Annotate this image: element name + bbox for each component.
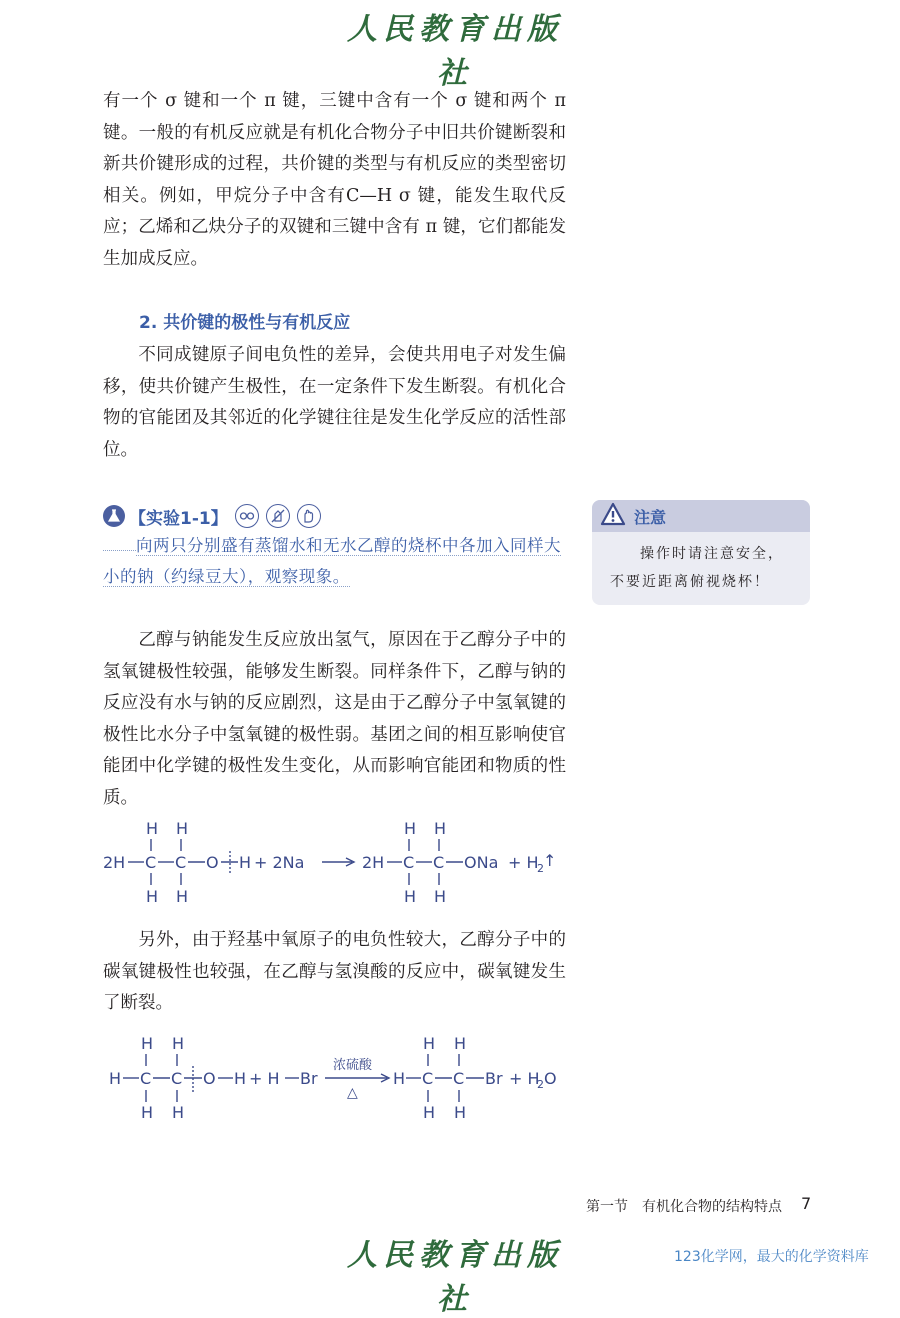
eq2-catalyst: 浓硫酸 bbox=[333, 1058, 373, 1073]
eq2-h-bottom-2: H bbox=[172, 1103, 185, 1122]
eq1-rc2: C bbox=[433, 853, 445, 872]
paragraph-bond-polarity-text: 不同成键原子间电负性的差异，会使共用电子对发生偏移，使共价键产生极性，在一定条件下发生断裂。有机化合物的官能团及其邻近的化学键往往是发生化学反应的活性部位。 bbox=[103, 345, 566, 460]
eq1-h-bottom-2: H bbox=[176, 887, 189, 906]
publisher-logo-top: 人民教育出版社 bbox=[347, 12, 563, 91]
eq2-rc1: C bbox=[422, 1069, 434, 1088]
note-title: 注意 bbox=[634, 507, 667, 527]
eq2-h-bottom-1: H bbox=[141, 1103, 154, 1122]
eq2-rh-bottom-2: H bbox=[454, 1103, 467, 1122]
no-touch-icon bbox=[266, 504, 290, 528]
eq1-rh-top-2: H bbox=[434, 819, 447, 838]
paragraph-bond-polarity bbox=[103, 340, 566, 466]
eq2-rh-bottom-1: H bbox=[423, 1103, 436, 1122]
note-header bbox=[592, 500, 810, 532]
equation-ethanol-hbr bbox=[105, 1030, 565, 1125]
experiment-text: 向两只分别盛有蒸馏水和无水乙醇的烧杯中各加入同样大小的钠（约绿豆大），观察现象。 bbox=[103, 536, 561, 586]
eq1-rh-top-1: H bbox=[404, 819, 417, 838]
eq2-plus-water: + H bbox=[509, 1069, 540, 1088]
note-body bbox=[610, 540, 798, 596]
eq1-reagent: + 2Na bbox=[254, 853, 305, 872]
paragraph-ethanol-sodium-text: 乙醇与钠能发生反应放出氢气，原因在于乙醇分子中的氢氧键极性较强，能够发生断裂。同样条件下，乙醇与钠的反应没有水与钠的反应剧烈，这是由于乙醇分子中氢氧键的极性比水分子中氢氧键的极性弱。基团之间的相互影响使官能团中化学键的极性发生变化，从而影响官能团和物质的性质。 bbox=[103, 630, 566, 808]
eq1-right-group: ONa bbox=[464, 853, 499, 872]
equation-ethanol-sodium bbox=[100, 815, 570, 905]
publisher-logo-bottom: 人民教育出版社 bbox=[347, 1238, 563, 1317]
eq1-h-top-1: H bbox=[146, 819, 159, 838]
eq1-h-end: H bbox=[239, 853, 252, 872]
paragraph-ethanol-sodium bbox=[103, 625, 566, 815]
eq2-water-o: O bbox=[544, 1069, 557, 1088]
eq2-h-oh: H bbox=[234, 1069, 247, 1088]
flask-icon bbox=[103, 505, 125, 527]
eq2-rh-left: H bbox=[393, 1069, 406, 1088]
eq1-gas-arrow: ↑ bbox=[543, 851, 557, 870]
paragraph-covalent-bond-types: 有一个 σ 键和一个 π 键，三键中含有一个 σ 键和两个 π 键。一般的有机反应就是有机化合物分子中旧共价键断裂和新共价键形成的过程，共价键的类型与有机反应的类型密切相关。例如，甲烷分子中含有C—H σ 键，能发生取代反应；乙烯和乙炔分子的双键和三键中含有 π 键，它们都能发生加成反应。 bbox=[103, 91, 566, 269]
eq1-right-prefix: 2H bbox=[362, 853, 385, 872]
eq1-rh-bottom-2: H bbox=[434, 887, 447, 906]
eq2-plus-hbr: + H bbox=[249, 1069, 280, 1088]
section-heading: 2. 共价键的极性与有机反应 bbox=[139, 313, 351, 333]
eq1-h-top-2: H bbox=[176, 819, 189, 838]
footer-section-title: 第一节 有机化合物的结构特点 bbox=[586, 1199, 782, 1215]
warning-icon bbox=[600, 502, 626, 530]
glove-icon bbox=[297, 504, 321, 528]
eq2-rh-top-2: H bbox=[454, 1034, 467, 1053]
eq2-water-sub: 2 bbox=[537, 1078, 544, 1091]
eq1-product-sub: 2 bbox=[537, 862, 544, 875]
eq2-h-left: H bbox=[109, 1069, 122, 1088]
eq2-h-top-1: H bbox=[141, 1034, 154, 1053]
eq2-br: Br bbox=[300, 1069, 318, 1088]
eq2-o: O bbox=[203, 1069, 216, 1088]
eq1-product-plus: + H bbox=[508, 853, 539, 872]
eq1-c2: C bbox=[175, 853, 187, 872]
eq1-rc1: C bbox=[403, 853, 415, 872]
eq2-h-top-2: H bbox=[172, 1034, 185, 1053]
eq2-rc2: C bbox=[453, 1069, 465, 1088]
eq2-rh-top-1: H bbox=[423, 1034, 436, 1053]
eq1-c1: C bbox=[145, 853, 157, 872]
experiment-header bbox=[103, 502, 321, 530]
paragraph-ethanol-hbr-text: 另外，由于羟基中氧原子的电负性较大，乙醇分子中的碳氧键极性也较强，在乙醇与氢溴酸的反应中，碳氧键发生了断裂。 bbox=[103, 930, 566, 1014]
eq1-h-bottom-1: H bbox=[146, 887, 159, 906]
eq2-c1: C bbox=[140, 1069, 152, 1088]
eq2-condition: △ bbox=[347, 1085, 358, 1101]
eq2-c2: C bbox=[171, 1069, 183, 1088]
safety-note bbox=[592, 500, 810, 605]
note-text: 操作时请注意安全，不要近距离俯视烧杯！ bbox=[610, 546, 784, 590]
goggles-icon bbox=[235, 504, 259, 528]
page-number: 7 bbox=[801, 1194, 812, 1213]
eq1-rh-bottom-1: H bbox=[404, 887, 417, 906]
eq1-o: O bbox=[206, 853, 219, 872]
eq1-left-prefix: 2H bbox=[103, 853, 126, 872]
experiment-title: 【实验1-1】 bbox=[129, 508, 228, 529]
experiment-description bbox=[103, 530, 566, 592]
paragraph-ethanol-hbr bbox=[103, 925, 566, 1020]
eq2-rbr: Br bbox=[485, 1069, 503, 1088]
watermark-text[interactable]: 123化学网，最大的化学资料库 bbox=[674, 1249, 869, 1265]
